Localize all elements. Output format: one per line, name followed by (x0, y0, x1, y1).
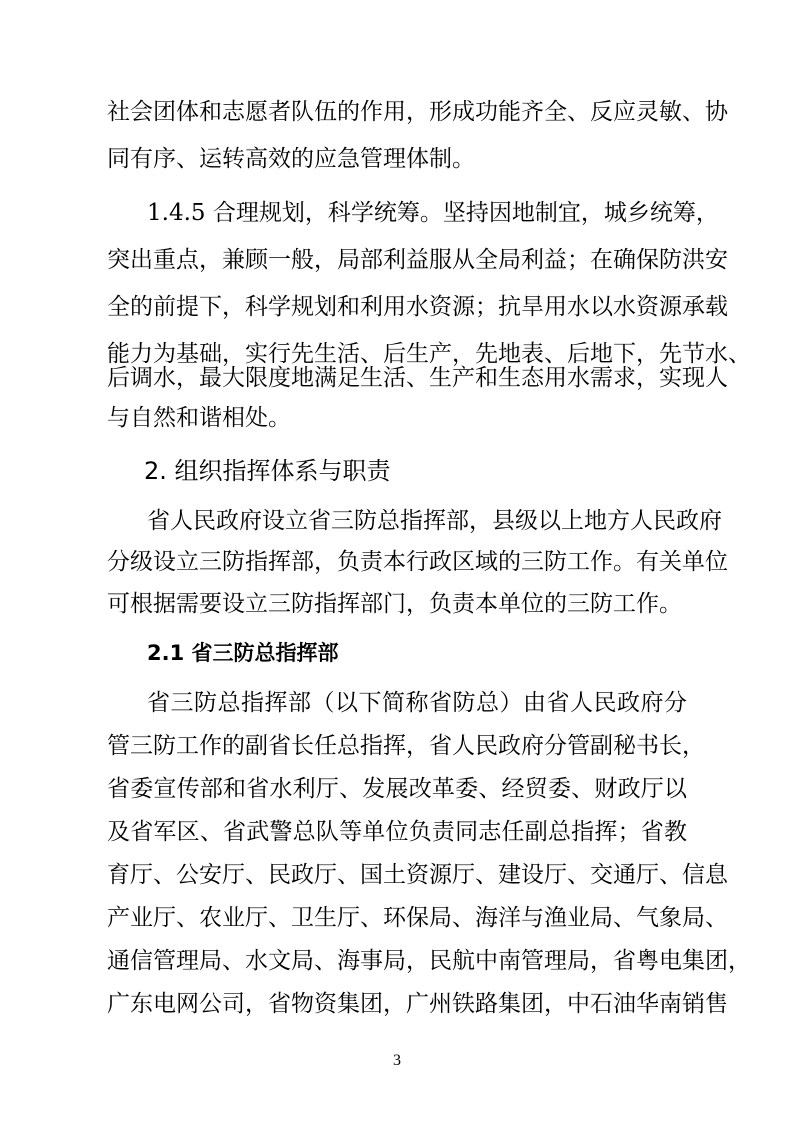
para1-line-1: 社会团体和志愿者队伍的作用，形成功能齐全、反应灵敏、协 (107, 99, 728, 125)
para3-line-3: 可根据需要设立三防指挥部门，负责本单位的三防工作。 (107, 591, 682, 617)
para3-line-1: 省人民政府设立省三防总指挥部，县级以上地方人民政府 (147, 508, 722, 534)
page-number: 3 (393, 1052, 401, 1069)
para4-line-1: 省三防总指挥部（以下简称省防总）由省人民政府分 (147, 690, 687, 716)
para4-line-2: 管三防工作的副省长任总指挥，省人民政府分管副秘书长， (107, 733, 705, 759)
para4-line-3: 省委宣传部和省水利厅、发展改革委、经贸委、财政厅以 (107, 776, 687, 802)
para2-line-3: 全的前提下，科学规划和利用水资源；抗旱用水以水资源承载 (107, 294, 728, 320)
para4-line-4: 及省军区、省武警总队等单位负责同志任副总指挥；省教 (107, 819, 687, 845)
para4-line-7: 通信管理局、水文局、海事局，民航中南管理局，省粤电集团， (107, 948, 751, 974)
para4-line-8: 广东电网公司，省物资集团，广州铁路集团，中石油华南销售 (107, 991, 728, 1017)
para2-line-5: 后调水，最大限度地满足生活、生产和生态用水需求，实现人 (107, 365, 728, 391)
para4-line-5: 育厅、公安厅、民政厅、国土资源厅、建设厅、交通厅、信息 (107, 862, 728, 888)
section-heading: 2. 组织指挥体系与职责 (144, 457, 391, 485)
subsection-heading: 2.1 省三防总指挥部 (147, 641, 339, 665)
para1-line-2: 同有序、运转高效的应急管理体制。 (107, 146, 475, 172)
para2-line-6: 与自然和谐相处。 (107, 405, 291, 431)
para2-line-2: 突出重点，兼顾一般，局部利益服从全局利益；在确保防洪安 (107, 247, 728, 273)
para2-line-4: 能力为基础，实行先生活、后生产，先地表、后地下，先节水、 (107, 341, 751, 367)
para2-line-1: 1.4.5 合理规划，科学统筹。坚持因地制宜，城乡统筹， (147, 200, 719, 226)
para4-line-6: 产业厅、农业厅、卫生厅、环保局、海洋与渔业局、气象局、 (107, 905, 728, 931)
para3-line-2: 分级设立三防指挥部，负责本行政区域的三防工作。有关单位 (107, 549, 728, 575)
